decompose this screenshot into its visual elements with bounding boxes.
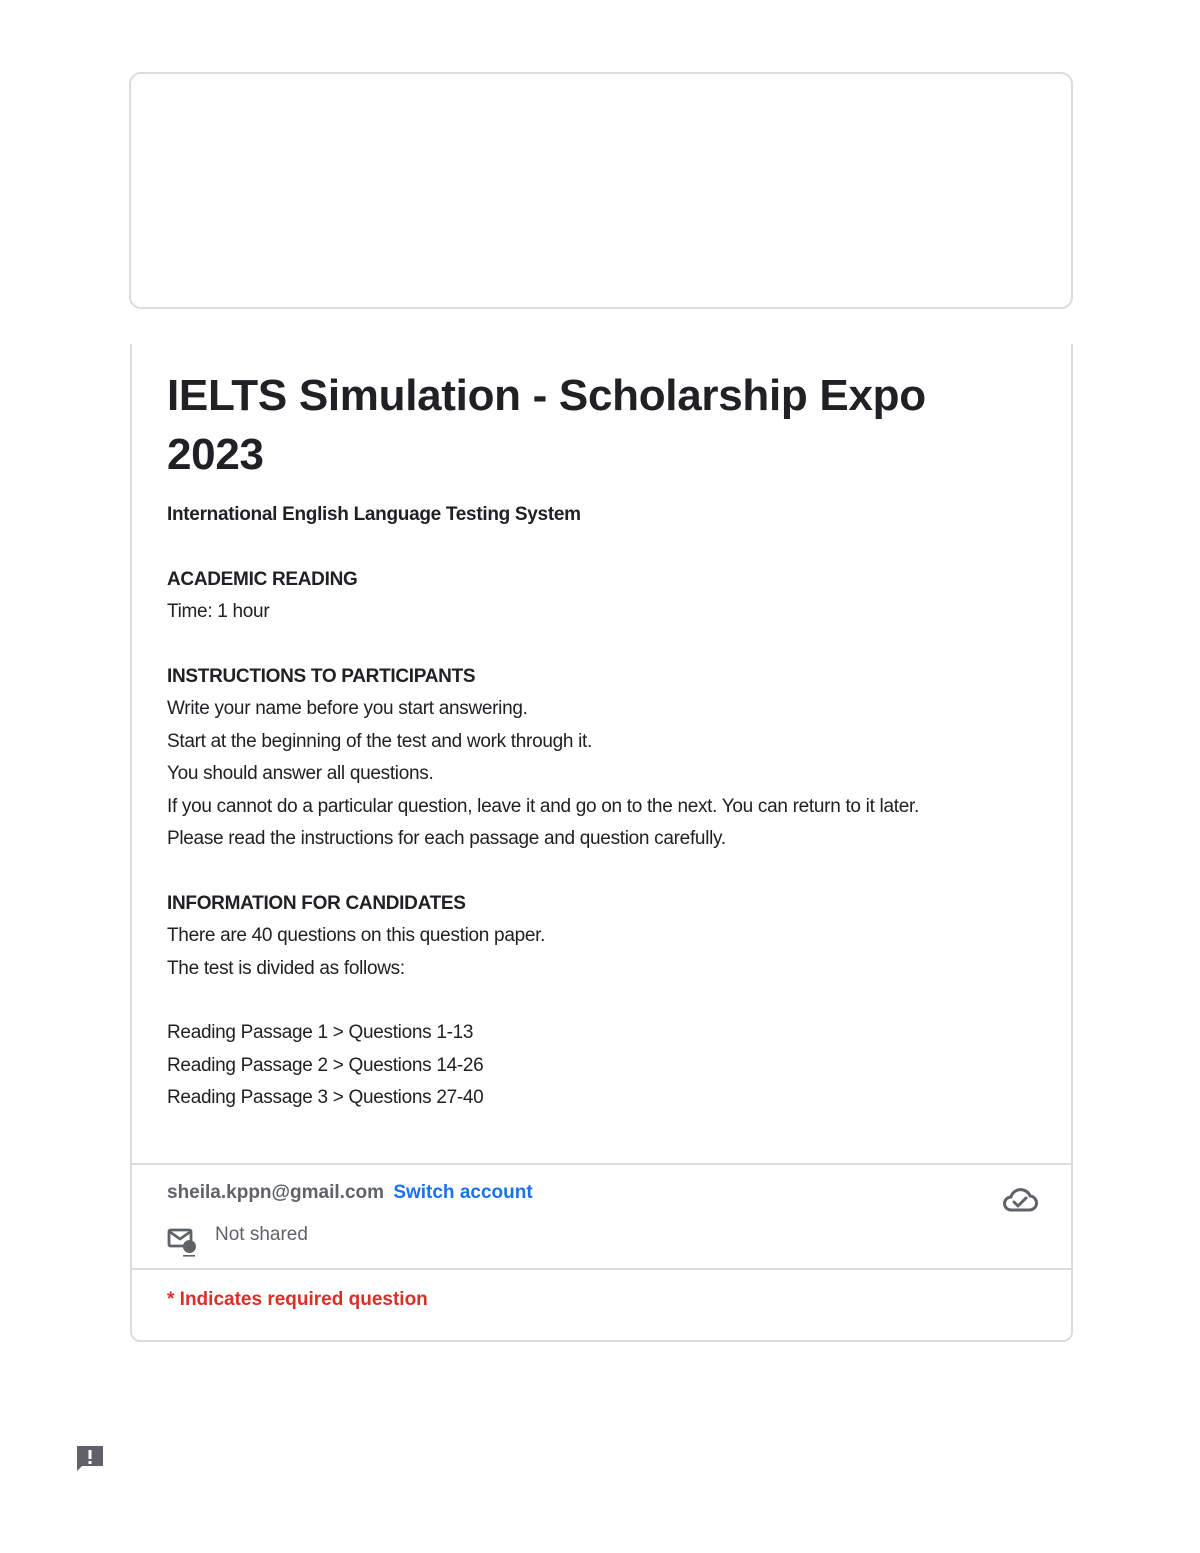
form-subtitle: International English Language Testing System (167, 504, 581, 525)
reading-time: Time: 1 hour (167, 601, 270, 623)
info-line: There are 40 questions on this question paper. (167, 925, 546, 947)
instruction-line: If you cannot do a particular question, leave it and go on to the next. You can return to it later. (167, 795, 919, 817)
info-heading: INFORMATION FOR CANDIDATES (167, 892, 466, 914)
divider (132, 1163, 1071, 1165)
passage-line: Reading Passage 1 > Questions 1-13 (167, 1022, 474, 1044)
mail-shared-icon (167, 1226, 199, 1258)
instructions-heading: INSTRUCTIONS TO PARTICIPANTS (167, 666, 476, 687)
passage-line: Reading Passage 3 > Questions 27-40 (167, 1087, 484, 1109)
required-note: * Indicates required question (167, 1289, 428, 1310)
form-header-image-card (129, 72, 1073, 309)
form-description (167, 499, 987, 1115)
form-info-card (130, 344, 1073, 1342)
instruction-line: Start at the beginning of the test and work through it. (167, 730, 593, 752)
switch-account-link[interactable]: Switch account (393, 1182, 533, 1203)
account-row (167, 1182, 533, 1204)
reading-heading: ACADEMIC READING (167, 568, 358, 590)
instruction-line: Write your name before you start answering. (167, 698, 528, 720)
passage-line: Reading Passage 2 > Questions 14-26 (167, 1054, 484, 1076)
divider (132, 1268, 1071, 1270)
cloud-done-icon (1002, 1186, 1038, 1214)
info-line: The test is divided as follows: (167, 957, 405, 979)
instruction-line: Please read the instructions for each passage and question carefully. (167, 828, 726, 850)
feedback-icon[interactable] (74, 1443, 106, 1475)
instruction-line: You should answer all questions. (167, 763, 434, 785)
account-email: sheila.kppn@gmail.com (167, 1182, 385, 1203)
form-title: IELTS Simulation - Scholarship Expo 2023 (167, 371, 926, 479)
share-status: Not shared (215, 1224, 308, 1245)
